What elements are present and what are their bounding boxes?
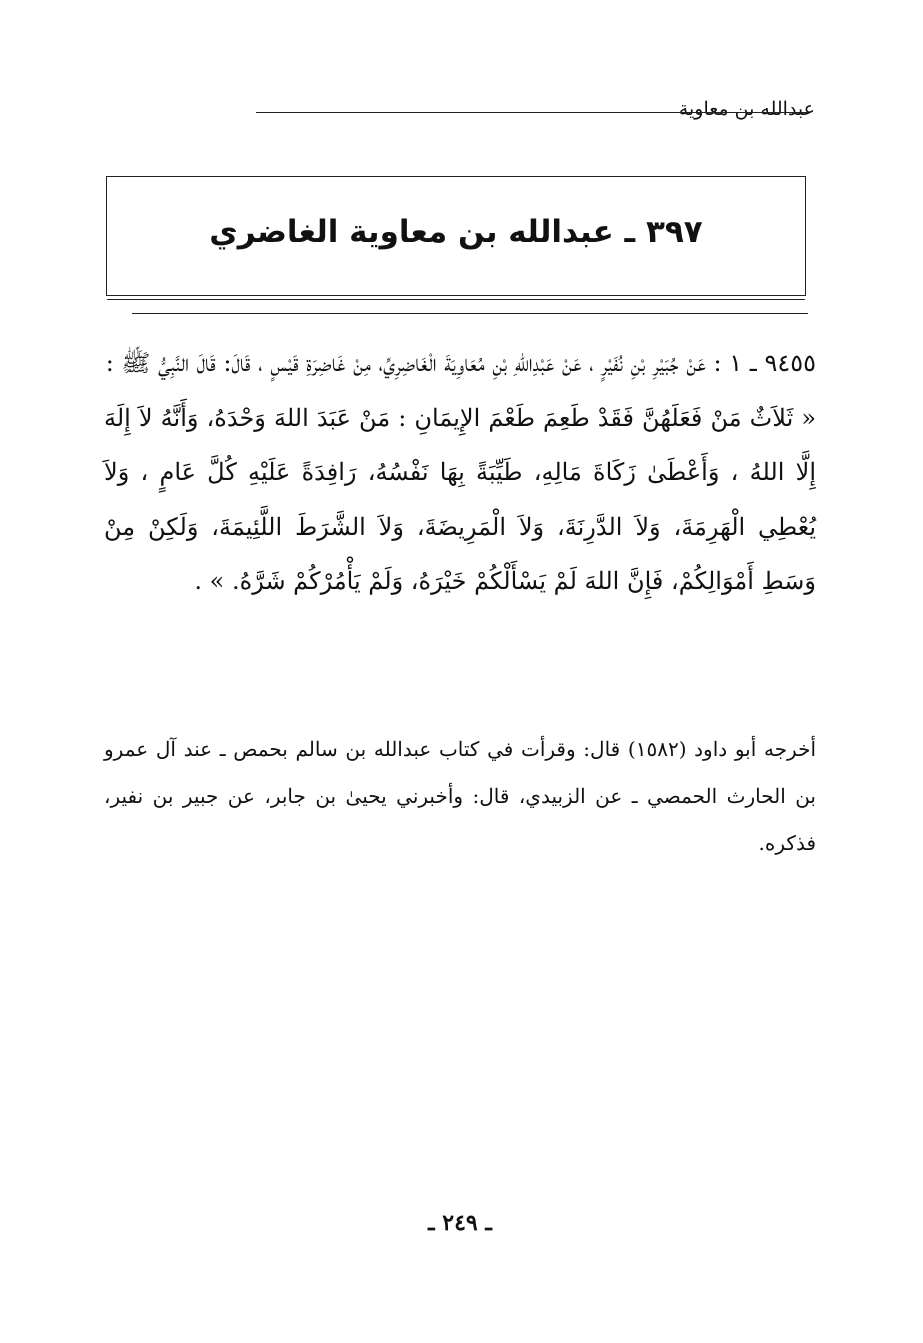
running-head-rule <box>256 112 808 113</box>
chapter-title: ٣٩٧ ـ عبدالله بن معاوية الغاضري <box>209 214 703 250</box>
hadith-matn: « ثَلاَثٌ مَنْ فَعَلَهُنَّ فَقَدْ طَعِمَ طَعْمَ الإِيمَانِ : مَنْ عَبَدَ اللهَ وَحْدَهُ، وَأَنَّهُ لاَ إِلَهَ إِلَّا اللهُ ، وَأَعْطَىٰ زَكَاةَ مَالِهِ، طَيِّبَةً بِهَا نَفْسُهُ، رَافِدَةً عَلَيْهِ كُلَّ عَامٍ ، وَلاَ يُعْطِي الْهَرِمَةَ، وَلاَ الدَّرِنَةَ، وَلاَ الْمَرِيضَةَ، وَلاَ الشَّرَطَ اللَّئِيمَةَ، وَلَكِنْ مِنْ وَسَطِ أَمْوَالِكُمْ، فَإِنَّ اللهَ لَمْ يَسْأَلْكُمْ خَيْرَهُ، وَلَمْ يَأْمُرْكُمْ شَرَّهُ. » . <box>104 403 817 595</box>
takhrij-text: أخرجه أبو داود (١٥٨٢) قال: وقرأت في كتاب عبدالله بن سالم بحمص ـ عند آل عمرو بن الحارث الحمصي ـ عن الزبيدي، قال: وأخبرني يحيىٰ بن جابر، عن جبير بن نفير، فذكره. <box>104 737 817 855</box>
page-number: ـ ٢٤٩ ـ <box>428 1210 492 1236</box>
takhrij-note <box>104 726 816 867</box>
running-head: عبدالله بن معاوية <box>678 98 815 120</box>
hadith-text <box>104 336 816 609</box>
hadith-isnad: ٩٤٥٥ ـ ١ : عَنْ جُبَيْرِ بْنِ نُفَيْرٍ ، عَنْ عَبْدِاللهِ بْنِ مُعَاوِيَةَ الْغَاضِرِيِّ، مِنْ غَاضِرَةِ قَيْسٍ ، قَالَ: قَالَ النَّبِيُّ ﷺ : <box>105 349 816 377</box>
section-divider <box>132 313 808 314</box>
frame-double-line <box>107 299 805 300</box>
